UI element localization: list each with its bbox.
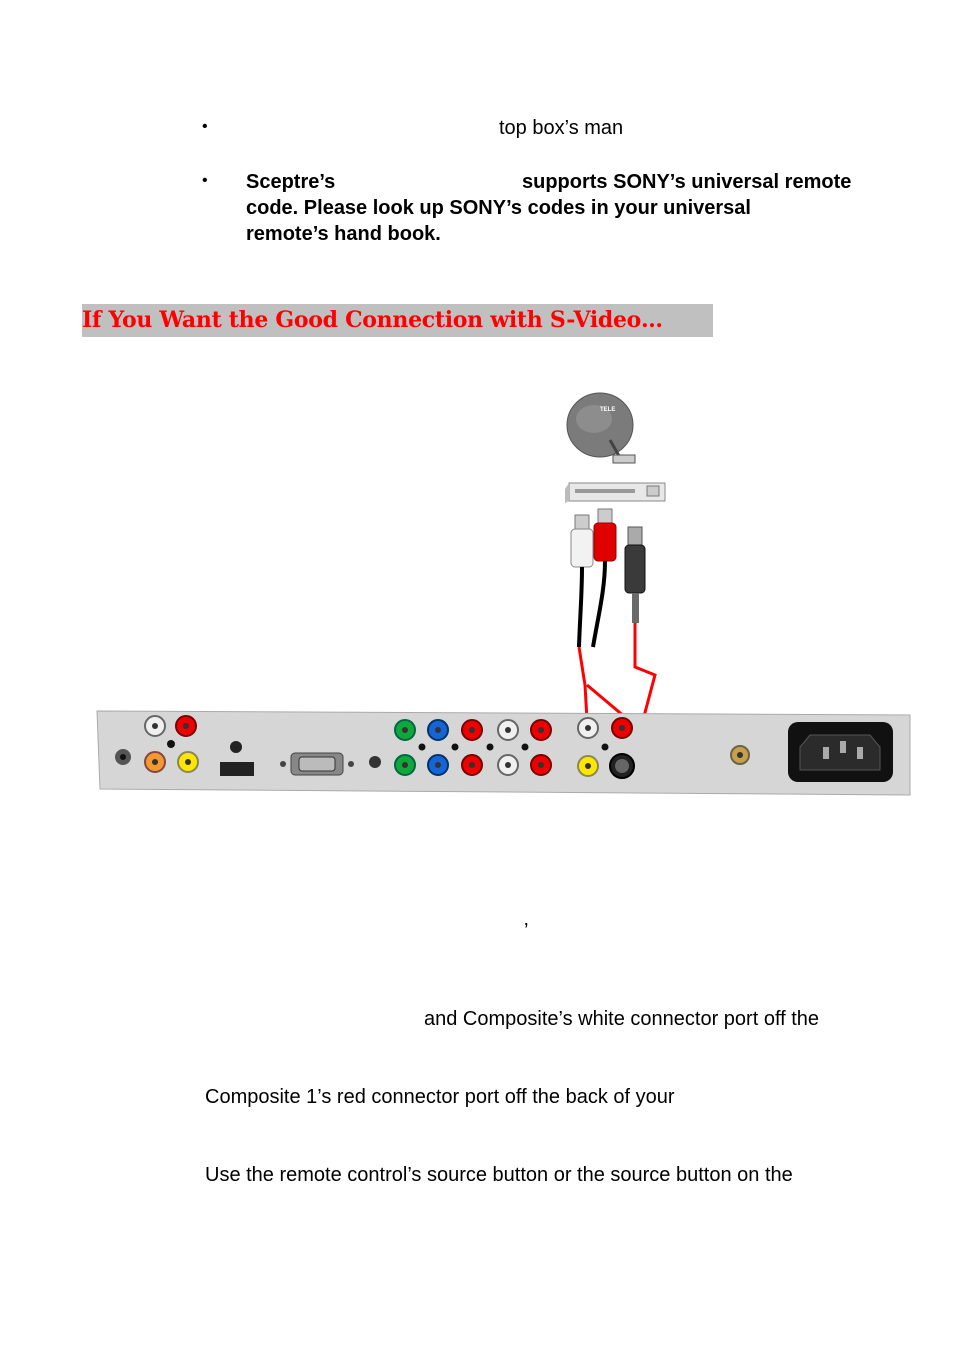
bullet-text: remote’s hand book. [246, 223, 441, 245]
body-text: ’ [524, 920, 529, 942]
set-top-box-icon [565, 483, 665, 503]
bullet-text: supports SONY’s universal remote [522, 171, 852, 193]
bullet-text: top box’s man [499, 117, 624, 139]
bullet-marker: • [202, 118, 208, 135]
body-text: Composite 1’s red connector port off the back of your [205, 1086, 675, 1108]
s-video-plug-icon [625, 527, 645, 623]
bullet-text: code. Please look up SONY’s codes in your universal [246, 197, 751, 219]
section-heading [82, 304, 713, 337]
body-text: and Composite’s white connector port off the [424, 1008, 820, 1030]
tv-back-panel [97, 711, 910, 795]
connection-diagram [95, 385, 915, 800]
bullet-marker: • [202, 172, 208, 189]
rca-red-plug-icon [593, 509, 616, 647]
bullet-text-brand: Sceptre’s [246, 171, 336, 193]
dish-brand-label: TELE [600, 407, 616, 413]
rca-white-plug-icon [571, 515, 593, 647]
body-text: Use the remote control’s source button or the source button on the [205, 1164, 793, 1186]
satellite-dish-icon [567, 393, 635, 463]
section-heading-text: If You Want the Good Connection with S-Video… [82, 307, 663, 333]
